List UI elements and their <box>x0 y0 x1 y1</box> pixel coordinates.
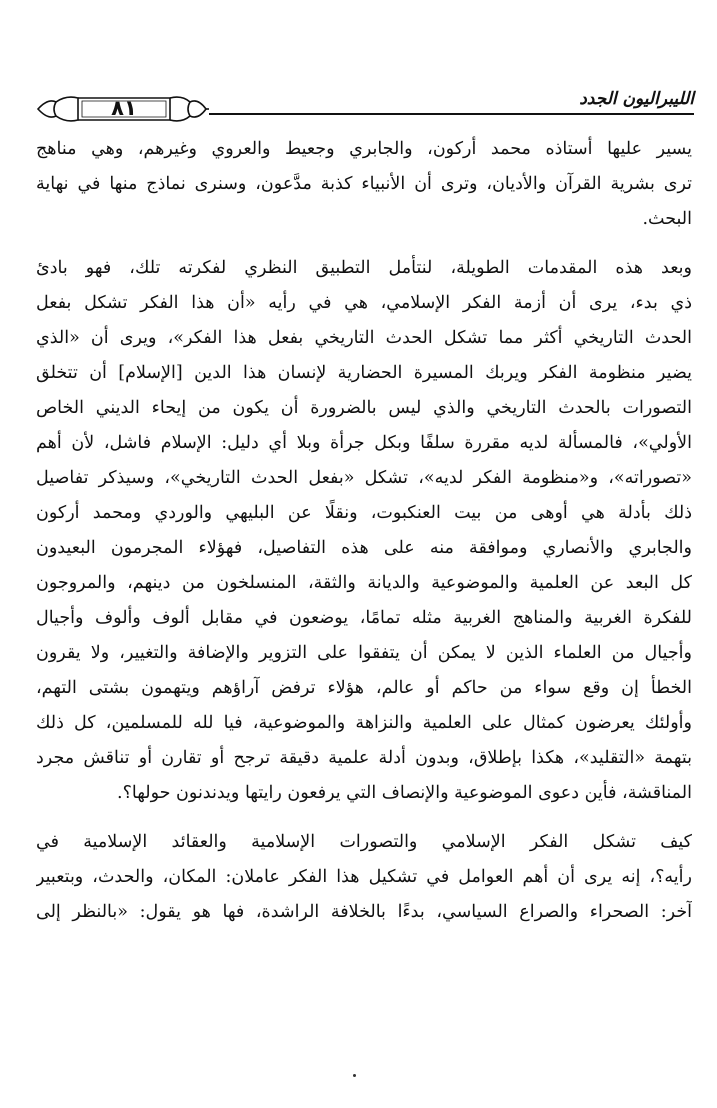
text-line: كيف تشكل الفكر الإسلامي والتصورات الإسلامية والعقائد الإسلامية في <box>36 832 692 852</box>
text-line: رأيه؟، إنه يرى أن أهم العوامل في تشكيل هذا الفكر عاملان: المكان، والحدث، وبتعبير <box>36 867 692 887</box>
text-line: التصورات بالحدث التاريخي والذي ليس بالضرورة أن يكون من إيحاء الديني الخاص <box>36 398 692 418</box>
text-line: وأجيال من العلماء الذين لا يمكن أن يتفقوا على التزوير والإضافة والتغيير، ولا يقرون <box>36 643 692 663</box>
text-line: يضير منظومة الفكر ويربك المسيرة الحضارية لإنسان هذا الدين [الإسلام] أن تتخلق <box>36 363 692 383</box>
text-line: وأولئك يعرضون كمثال على العلمية والنزاهة والموضوعية، فيا لله للمسلمين، كل ذلك <box>36 713 692 733</box>
text-line: ذي بدء، يرى أن أزمة الفكر الإسلامي، هي في رأيه «أن هذا الفكر تشكل بفعل <box>36 293 692 313</box>
header-rule <box>209 113 694 115</box>
page-number: ٨١ <box>111 96 137 120</box>
text-line: «تصوراته»، و«منظومة الفكر لديه»، تشكل «بفعل الحدث التاريخي»، وسيذكر تفاصيل <box>36 468 692 488</box>
text-line: كل البعد عن العلمية والموضوعية والديانة والثقة، المنسلخون من دينهم، والمروجون <box>36 573 692 593</box>
text-line: والجابري والأنصاري وموافقة منه على هذه التفاصيل، فهؤلاء المجرمون البعيدون <box>36 538 692 558</box>
text-line: آخر: الصحراء والصراع السياسي، بدءًا بالخلافة الراشدة، فها هو يقول: «بالنظر إلى <box>36 902 692 922</box>
running-title: الليبراليون الجدد <box>579 89 694 109</box>
paragraph-2 <box>36 251 692 811</box>
text-line: وبعد هذه المقدمات الطويلة، لنتأمل التطبيق النظري لفكرته تلك، فهو بادئ <box>36 258 692 278</box>
text-line: يسير عليها أستاذه محمد أركون، والجابري وجعيط والعروي وغيرهم، وهي مناهج <box>36 139 692 159</box>
page-speck <box>353 1074 356 1077</box>
paragraph-1 <box>36 132 692 237</box>
text-line: الأولي»، فالمسألة لديه مقررة سلفًا وبكل جرأة وبلا أي دليل: الإسلام فاشل، لأن أهم <box>36 433 692 453</box>
paragraph-3 <box>36 825 692 930</box>
text-line: الحدث التاريخي أكثر مما تشكل الحدث التاريخي بفعل هذا الفكر»، ويرى أن «الذي <box>36 328 692 348</box>
text-line: البحث. <box>642 209 692 229</box>
page-header <box>34 86 694 130</box>
text-line: بتهمة «التقليد»، هكذا بإطلاق، وبدون أدلة علمية دقيقة ترجح أو تقارن أو تناقش مجرد <box>36 748 692 768</box>
text-line: المناقشة، فأين دعوى الموضوعية والإنصاف التي يرفعون رايتها ويدندنون حولها؟. <box>117 783 692 803</box>
body-text <box>36 132 692 930</box>
text-line: ترى بشرية القرآن والأديان، وترى أن الأنبياء كذبة مدَّعون، وسنرى نماذج منها في نهاية <box>36 174 692 194</box>
text-line: الخطأ إن وقع سواء من حاكم أو عالم، هؤلاء ترفض آراؤهم ويتهمون بشتى التهم، <box>36 678 692 698</box>
text-line: ذلك بأدلة هي أوهى من بيت العنكبوت، ونقلًا عن البليهي والوردي ومحمد أركون <box>36 503 692 523</box>
text-line: للفكرة الغربية والمناهج الغربية مثله تمامًا، يوضعون في مقابل ألوف وألوف وأجيال <box>36 608 692 628</box>
